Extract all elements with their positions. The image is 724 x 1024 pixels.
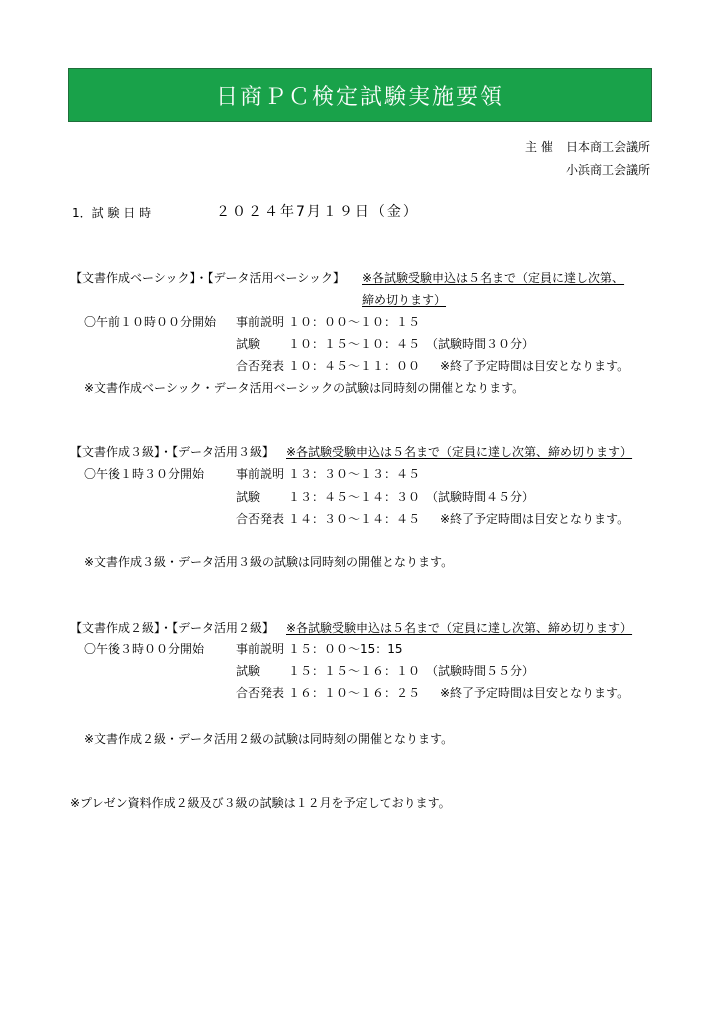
section-3-note: ※各試験受験申込は５名まで（定員に達し次第、締め切ります） (286, 621, 633, 635)
section-1-footnote: ※文書作成ベーシック・データ活用ベーシックの試験は同時刻の開催となります。 (84, 381, 525, 395)
final-note: ※プレゼン資料作成２級及び３級の試験は１２月を予定しております。 (70, 796, 451, 810)
organizer-name-1: 日本商工会議所 (566, 140, 651, 154)
section-1-note-cont: 締め切ります） (362, 293, 447, 307)
section-2-start: 〇午後１時３０分開始 (84, 467, 205, 481)
section-2-result-note: ※終了予定時間は目安となります。 (440, 512, 630, 526)
section-2-result-label: 合否発表 (236, 512, 285, 526)
section-3-exam-duration: （試験時間５５分） (426, 664, 535, 678)
section-3-briefing-time: １５：００〜15：15 (288, 642, 403, 656)
section-1-briefing-time: １０：００〜１０：１５ (288, 315, 421, 329)
section-2-exam-label: 試験 (236, 490, 261, 504)
section-2-note: ※各試験受験申込は５名まで（定員に達し次第、締め切ります） (286, 445, 633, 459)
exam-date-label: 1．試 験 日 時 (72, 206, 152, 220)
page-title: 日商ＰＣ検定試験実施要領 (215, 84, 504, 110)
section-2-exam-duration: （試験時間４５分） (426, 490, 535, 504)
section-3-result-note: ※終了予定時間は目安となります。 (440, 686, 630, 700)
section-1-exam-duration: （試験時間３０分） (426, 337, 535, 351)
section-1-start: 〇午前１０時００分開始 (84, 315, 217, 329)
section-3-exam-label: 試験 (236, 664, 261, 678)
section-3-heading: 【文書作成２級】・【データ活用２級】 (70, 621, 275, 635)
section-1-exam-label: 試験 (236, 337, 261, 351)
section-2-briefing-label: 事前説明 (236, 467, 285, 481)
section-2-footnote: ※文書作成３級・データ活用３級の試験は同時刻の開催となります。 (84, 555, 454, 569)
section-1-result-time: １０：４５〜１１：００ (288, 359, 421, 373)
organizer-label: 主 催 (525, 140, 553, 154)
organizer-name-2: 小浜商工会議所 (566, 163, 651, 177)
section-1-result-label: 合否発表 (236, 359, 285, 373)
section-1-exam-time: １０：１５〜１０：４５ (288, 337, 421, 351)
title-banner (68, 68, 652, 122)
section-1-result-note: ※終了予定時間は目安となります。 (440, 359, 630, 373)
section-3-exam-time: １５：１５〜１６：１０ (288, 664, 421, 678)
section-2-briefing-time: １３：３０〜１３：４５ (288, 467, 421, 481)
section-2-heading: 【文書作成３級】・【データ活用３級】 (70, 445, 275, 459)
section-3-start: 〇午後３時００分開始 (84, 642, 205, 656)
section-1-briefing-label: 事前説明 (236, 315, 285, 329)
exam-date-value: ２０２４年7月１９日（金） (216, 204, 419, 220)
section-3-footnote: ※文書作成２級・データ活用２級の試験は同時刻の開催となります。 (84, 732, 454, 746)
section-3-result-time: １６：１０〜１６：２５ (288, 686, 421, 700)
section-1-note: ※各試験受験申込は５名まで（定員に達し次第、 (362, 271, 625, 285)
section-3-result-label: 合否発表 (236, 686, 285, 700)
section-2-exam-time: １３：４５〜１４：３０ (288, 490, 421, 504)
section-1-heading: 【文書作成ベーシック】・【データ活用ベーシック】 (70, 271, 346, 285)
section-3-briefing-label: 事前説明 (236, 642, 285, 656)
section-2-result-time: １４：３０〜１４：４５ (288, 512, 421, 526)
